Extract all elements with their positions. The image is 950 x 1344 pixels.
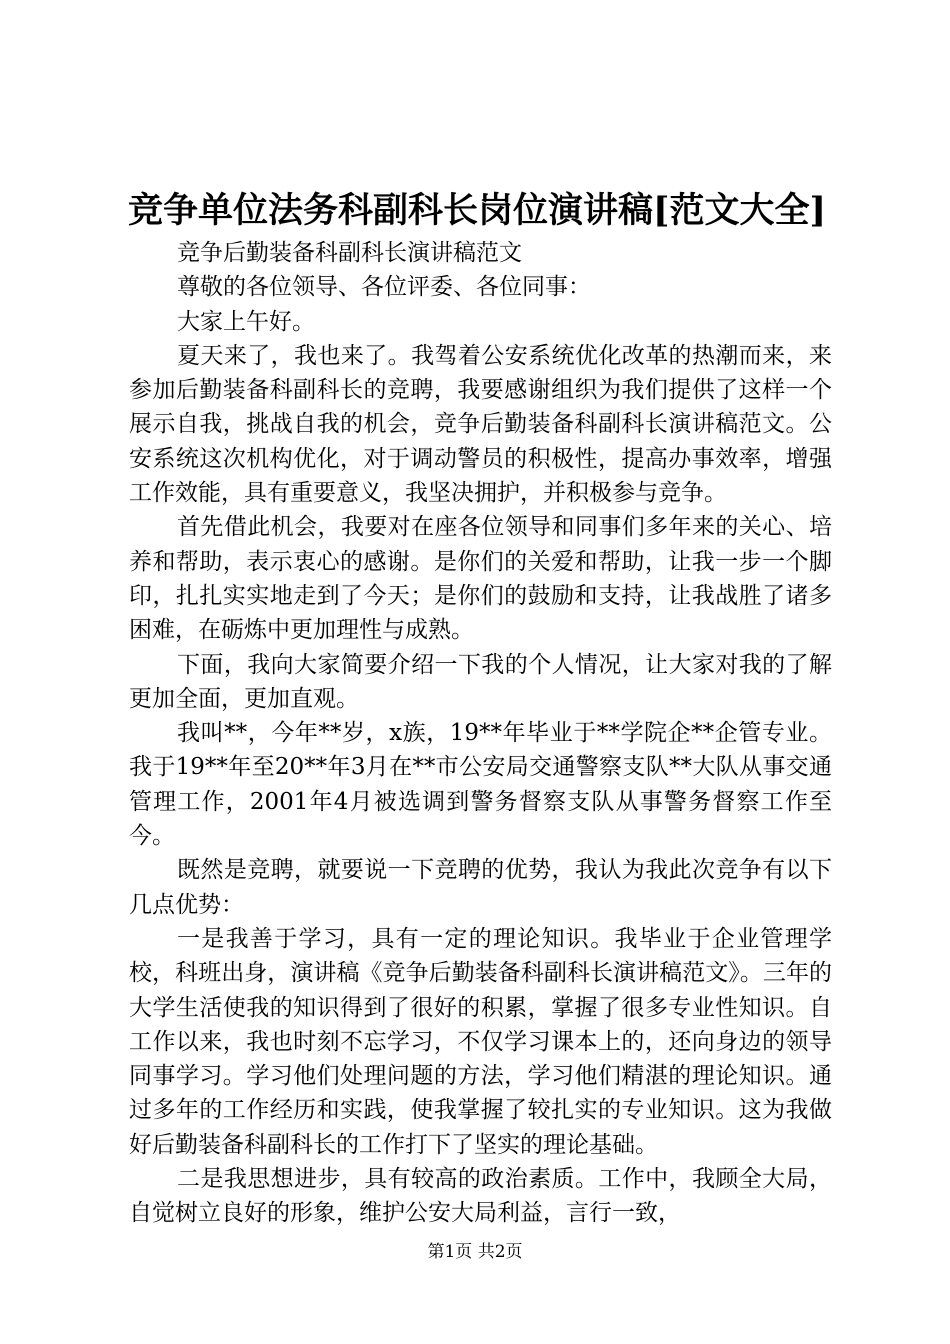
- page-footer: 第1页 共2页: [427, 1242, 523, 1262]
- paragraph-opening: 夏天来了，我也来了。我驾着公安系统优化改革的热潮而来，来参加后勤装备科副科长的竞聘，我要感谢组织为我们提供了这样一个展示自我，挑战自我的机会，竞争后勤装备科副科长演讲稿范文。公安系统这次机构优化，对于调动警员的积极性，提高办事效率，增强工作效能，具有重要意义，我坚决拥护，并积极参与竞争。: [129, 342, 832, 507]
- paragraph-advantage-two: 二是我思想进步，具有较高的政治素质。工作中，我顾全大局，自觉树立良好的形象，维护公安大局利益，言行一致，: [129, 1166, 832, 1227]
- paragraph-personal-info: 我叫**，今年**岁，x族，19**年毕业于**学院企**企管专业。我于19**年至20**年3月在**市公安局交通警察支队**大队从事交通管理工作，2001年4月被选调到警务督察支队从事警务督察工作至今。: [129, 720, 832, 850]
- paragraph-intro: 下面，我向大家简要介绍一下我的个人情况，让大家对我的了解更加全面，更加直观。: [129, 651, 832, 712]
- paragraph-thanks: 首先借此机会，我要对在座各位领导和同事们多年来的关心、培养和帮助，表示衷心的感谢。是你们的关爱和帮助，让我一步一个脚印，扎扎实实地走到了今天；是你们的鼓励和支持，让我战胜了诸多困难，在砺炼中更加理性与成熟。: [129, 514, 832, 644]
- document-body: [129, 236, 832, 1231]
- paragraph-advantage-one: 一是我善于学习，具有一定的理论知识。我毕业于企业管理学校，科班出身，演讲稿《竞争后勤装备科副科长演讲稿范文》。三年的大学生活使我的知识得到了很好的积累，掌握了很多专业性知识。自工作以来，我也时刻不忘学习，不仅学习课本上的，还向身边的领导同事学习。学习他们处理问题的方法，学习他们精湛的理论知识。通过多年的工作经历和实践，使我掌握了较扎实的专业知识。这为我做好后勤装备科副科长的工作打下了坚实的理论基础。: [129, 925, 832, 1158]
- paragraph-subtitle: 竞争后勤装备科副科长演讲稿范文: [177, 240, 522, 266]
- paragraph-advantages-intro: 既然是竞聘，就要说一下竞聘的优势，我认为我此次竞争有以下几点优势：: [129, 857, 832, 918]
- paragraph-greeting: 大家上午好。: [177, 308, 315, 335]
- paragraph-salutation: 尊敬的各位领导、各位评委、各位同事：: [177, 274, 591, 301]
- document-title: 竞争单位法务科副科长岗位演讲稿[范文大全]: [128, 190, 827, 231]
